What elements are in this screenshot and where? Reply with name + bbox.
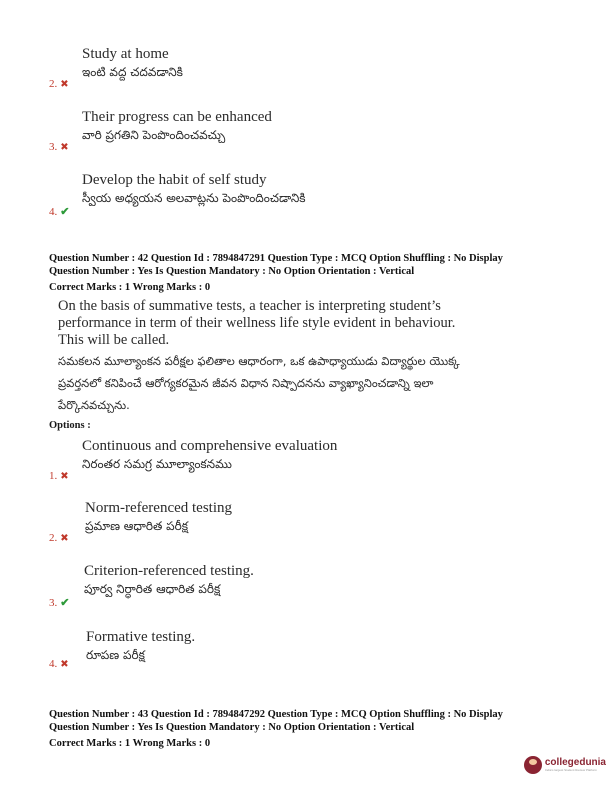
wrong-mark-icon: ✖ xyxy=(60,533,69,544)
logo-tagline: India's largest Student Review Platform xyxy=(544,768,598,772)
logo-badge-icon xyxy=(524,756,542,774)
question-meta-line2: Question Number : Yes Is Question Mandatory : No Option Orientation : Vertical xyxy=(49,266,415,277)
wrong-mark-icon: ✖ xyxy=(60,79,69,90)
option-text-en: Study at home xyxy=(82,46,169,62)
question-text-te-line: సమకలన మూల్యాంకన పరీక్షల ఫలితాల ఆధారంగా, ఒక ఉపాధ్యాయుడు విద్యార్థుల యొక్క xyxy=(58,354,460,368)
correct-check-icon: ✔ xyxy=(60,206,70,218)
option-text-en: Norm-referenced testing xyxy=(85,500,233,516)
option-text-en: Continuous and comprehensive evaluation xyxy=(82,438,338,454)
wrong-mark-icon: ✖ xyxy=(60,659,69,670)
option-text-en: Criterion-referenced testing. xyxy=(84,563,254,579)
correct-check-icon: ✔ xyxy=(60,597,70,609)
question-meta-line1: Question Number : 42 Question Id : 7894847291 Question Type : MCQ Option Shuffling : No Display xyxy=(49,253,503,264)
question-meta-line2: Question Number : Yes Is Question Mandatory : No Option Orientation : Vertical xyxy=(49,722,415,733)
question-marks: Correct Marks : 1 Wrong Marks : 0 xyxy=(49,738,211,749)
question-text-te-line: పేర్కొనవచ్చును. xyxy=(58,398,130,412)
option-text-en: Develop the habit of self study xyxy=(82,172,267,188)
question-text-en-line: performance in term of their wellness life style evident in behaviour. xyxy=(58,315,456,331)
question-meta-line1: Question Number : 43 Question Id : 7894847292 Question Type : MCQ Option Shuffling : No Display xyxy=(49,709,503,720)
option-text-te: వారి ప్రగతిని పెంపొందించవచ్చు xyxy=(82,128,226,142)
option-text-en: Formative testing. xyxy=(86,629,196,645)
collegedunia-logo xyxy=(524,756,606,774)
logo-name: collegedunia xyxy=(544,757,606,768)
option-text-te: పూర్వ నిర్ధారిత ఆధారిత పరీక్ష xyxy=(84,582,221,596)
option-number: 1. ✖ xyxy=(49,470,69,482)
option-text-en: Their progress can be enhanced xyxy=(82,109,272,125)
option-number: 3. ✖ xyxy=(49,141,69,153)
options-label: Options : xyxy=(49,420,91,431)
option-text-te: ఇంటి వద్ద చదవడానికి xyxy=(82,65,183,79)
wrong-mark-icon: ✖ xyxy=(60,142,69,153)
option-number: 4. ✔ xyxy=(49,206,70,218)
question-marks: Correct Marks : 1 Wrong Marks : 0 xyxy=(49,282,211,293)
question-text-en-line: This will be called. xyxy=(58,332,170,348)
wrong-mark-icon: ✖ xyxy=(60,471,69,482)
option-number: 3. ✔ xyxy=(49,597,70,609)
option-number: 2. ✖ xyxy=(49,78,69,90)
option-text-te: నిరంతర సమగ్ర మూల్యాంకనము xyxy=(82,457,232,471)
option-text-te: రూపణ పరీక్ష xyxy=(86,648,145,662)
option-text-te: ప్రమాణ ఆధారిత పరీక్ష xyxy=(85,519,189,533)
question-text-en-line: On the basis of summative tests, a teacher is interpreting student’s xyxy=(58,298,441,314)
option-number: 2. ✖ xyxy=(49,532,69,544)
option-text-te: స్వీయ అధ్యయన అలవాట్లను పెంపొందించడానికి xyxy=(82,191,306,205)
option-number: 4. ✖ xyxy=(49,658,69,670)
question-text-te-line: ప్రవర్తనలో కనిపించే ఆరోగ్యకరమైన జీవన విధాన నిష్పాదనను వ్యాఖ్యానించడాన్ని ఇలా xyxy=(58,376,434,390)
